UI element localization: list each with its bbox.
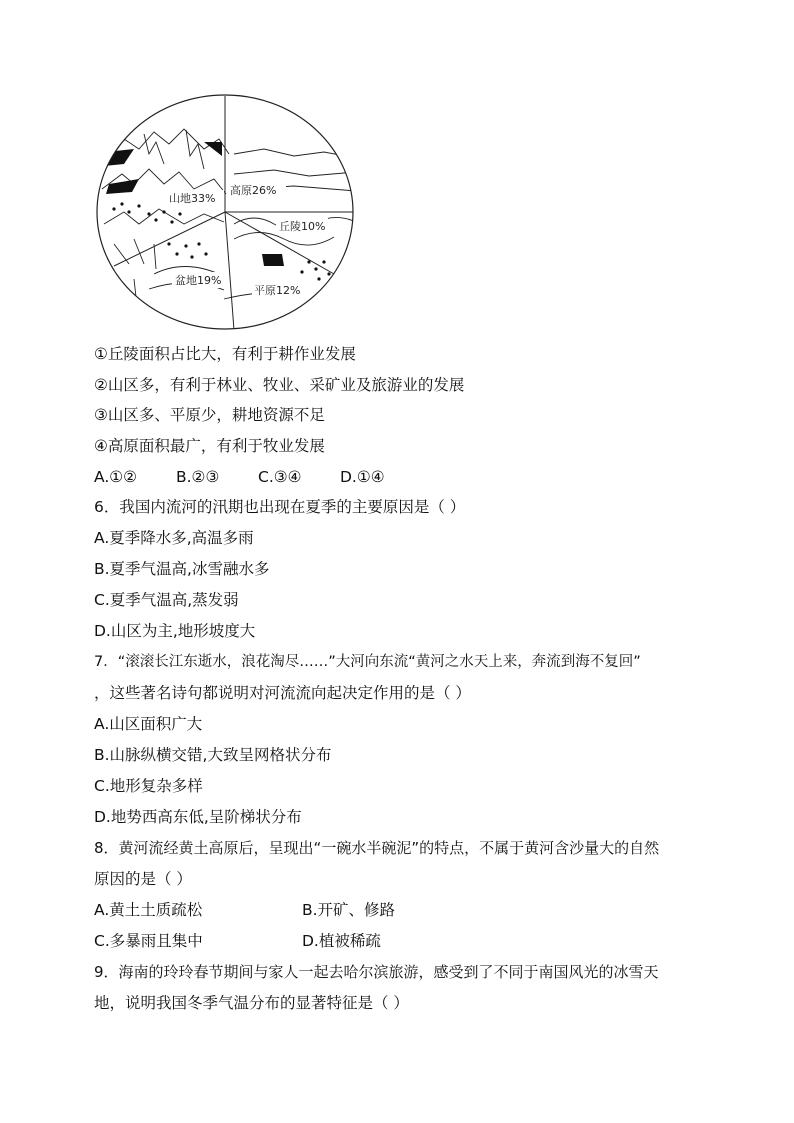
q5-option-a[interactable]: A.①② — [94, 468, 138, 486]
terrain-pie-figure — [94, 94, 364, 334]
q8-option-d[interactable]: D.植被稀疏 — [302, 932, 381, 950]
q5-option-d[interactable]: D.①④ — [340, 468, 385, 486]
q7-option-b[interactable]: B.山脉纵横交错,大致呈网格状分布 — [94, 746, 332, 764]
label-mountain: 山地33% — [169, 192, 216, 205]
q7-option-d[interactable]: D.地势西高东低,呈阶梯状分布 — [94, 808, 302, 826]
q5-statement-1: ①丘陵面积占比大，有利于耕作业发展 — [94, 345, 356, 363]
q8-option-a[interactable]: A.黄土土质疏松 — [94, 901, 203, 919]
label-plateau: 高原26% — [230, 184, 277, 197]
q8-option-b[interactable]: B.开矿、修路 — [302, 901, 396, 919]
q6-stem: 6．我国内流河的汛期也出现在夏季的主要原因是（ ） — [94, 498, 466, 516]
q5-statement-2: ②山区多，有利于林业、牧业、采矿业及旅游业的发展 — [94, 376, 465, 394]
q7-stem-line2: ，这些著名诗句都说明对河流流向起决定作用的是（ ） — [94, 684, 471, 702]
label-hills: 丘陵10% — [279, 220, 326, 233]
q8-option-c[interactable]: C.多暴雨且集中 — [94, 932, 203, 950]
q7-stem-line1: 7．“滚滚长江东逝水，浪花淘尽……”大河向东流“黄河之水天上来，奔流到海不复回” — [94, 654, 641, 670]
q9-stem-line2: 地，说明我国冬季气温分布的显著特征是（ ） — [94, 994, 409, 1012]
q6-option-b[interactable]: B.夏季气温高,冰雪融水多 — [94, 560, 270, 578]
q8-options-row1 — [94, 900, 395, 920]
q8-stem-line1: 8．黄河流经黄土高原后，呈现出“一碗水半碗泥”的特点，不属于黄河含沙量大的自然 — [94, 839, 660, 857]
q7-option-a[interactable]: A.山区面积广大 — [94, 715, 203, 733]
q9-stem-line1: 9．海南的玲玲春节期间与家人一起去哈尔滨旅游，感受到了不同于南国风光的冰雪天 — [94, 963, 659, 981]
q6-option-d[interactable]: D.山区为主,地形坡度大 — [94, 622, 256, 640]
q6-option-a[interactable]: A.夏季降水多,高温多雨 — [94, 529, 254, 547]
q5-option-c[interactable]: C.③④ — [258, 468, 302, 486]
terrain-pie-chart — [94, 94, 364, 334]
q5-statement-4: ④高原面积最广，有利于牧业发展 — [94, 437, 325, 455]
q7-option-c[interactable]: C.地形复杂多样 — [94, 777, 203, 795]
q5-options — [94, 467, 385, 487]
label-plain: 平原12% — [254, 284, 301, 297]
label-basin: 盆地19% — [175, 274, 222, 287]
q8-stem-line2: 原因的是（ ） — [94, 870, 192, 888]
q5-statement-3: ③山区多、平原少，耕地资源不足 — [94, 406, 325, 424]
q5-option-b[interactable]: B.②③ — [176, 468, 220, 486]
q8-options-row2 — [94, 931, 381, 951]
q6-option-c[interactable]: C.夏季气温高,蒸发弱 — [94, 591, 239, 609]
